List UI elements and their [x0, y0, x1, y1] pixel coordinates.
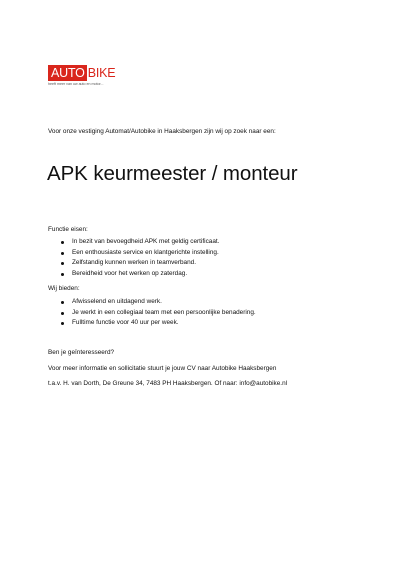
logo-wordmark [48, 65, 130, 81]
list-item: Fulltime functie voor 40 uur per week. [60, 318, 256, 329]
logo-tagline: heeft meer van uw auto en motor... [48, 82, 104, 86]
bullet-dot-icon [61, 301, 64, 304]
job-title: APK keurmeester / monteur [47, 162, 298, 185]
bullet-dot-icon [61, 241, 64, 244]
list-item: Zelfstandig kunnen werken in teamverband. [60, 258, 219, 269]
list-item: Bereidheid voor het werken op zaterdag. [60, 269, 219, 280]
logo-bike-text: BIKE [87, 66, 116, 80]
requirements-label: Functie eisen: [48, 226, 88, 233]
logo-auto-text: AUTO [48, 65, 87, 81]
autobike-logo [48, 65, 130, 87]
intro-text: Voor onze vestiging Automat/Autobike in Haaksbergen zijn wij op zoek naar een: [48, 128, 276, 135]
closing-address: t.a.v. H. van Dorth, De Greune 34, 7483 PH Haaksbergen. Of naar: info@autobike.nl [48, 380, 288, 387]
bullet-dot-icon [61, 262, 64, 265]
closing-question: Ben je geïnteresseerd? [48, 349, 115, 356]
bullet-dot-icon [61, 252, 64, 255]
list-item: Je werkt in een collegiaal team met een persoonlijke benadering. [60, 308, 256, 319]
list-item: Afwisselend en uitdagend werk. [60, 297, 256, 308]
requirements-list [60, 237, 219, 279]
list-item: In bezit van bevoegdheid APK met geldig certificaat. [60, 237, 219, 248]
offer-label: Wij bieden: [48, 285, 80, 292]
bullet-dot-icon [61, 312, 64, 315]
offer-list [60, 297, 256, 329]
bullet-dot-icon [61, 273, 64, 276]
closing-info: Voor meer informatie en sollicitatie stuurt je jouw CV naar Autobike Haaksbergen [48, 365, 277, 372]
bullet-dot-icon [61, 322, 64, 325]
list-item: Een enthousiaste service en klantgerichte instelling. [60, 248, 219, 259]
